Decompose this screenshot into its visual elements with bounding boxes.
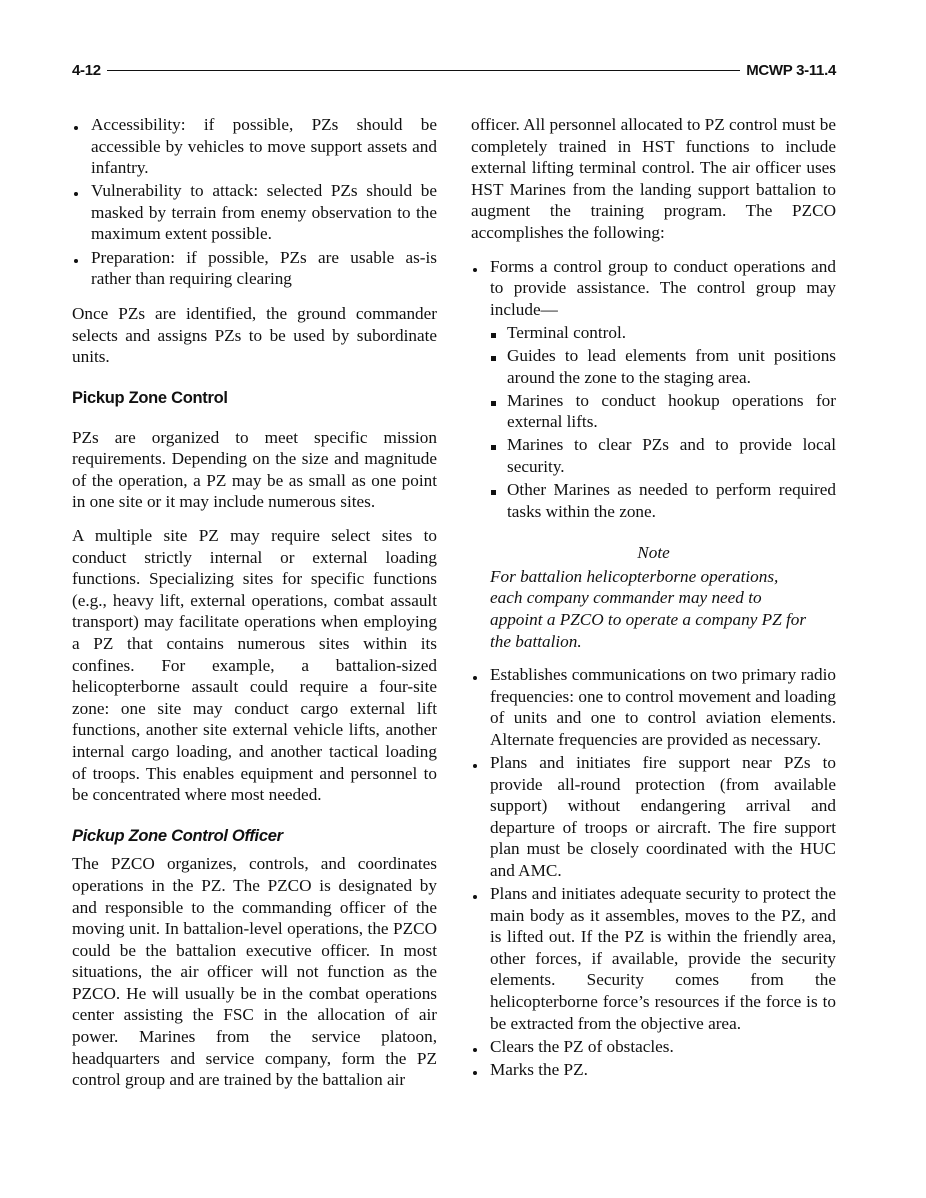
list-item: Plans and initiates adequate security to protect the main body as it assembles, moves to the PZ, and is lifted out. If the PZ is within the friendly area, other forces, if available, provide the security elements. Security comes from the helicopterborne force’s resources if the force is to be extracted from the objective area. — [471, 883, 836, 1034]
list-item: Accessibility: if possible, PZs should be accessible by vehicles to move support assets and infantry. — [72, 114, 437, 179]
list-item: Marks the PZ. — [471, 1059, 836, 1081]
note-title: Note — [637, 543, 670, 563]
paragraph: Once PZs are identified, the ground commander selects and assigns PZs to be used by subordinate units. — [72, 304, 437, 367]
left-column — [72, 114, 437, 1103]
paragraph: PZs are organized to meet specific mission requirements. Depending on the size and magnitude of the operation, a PZ may be as small as one point in one site or it may include numerous sites. — [72, 427, 437, 512]
page-number: 4-12 — [72, 61, 101, 79]
publication-id: MCWP 3-11.4 — [746, 61, 836, 79]
sub-list-item: Guides to lead elements from unit positions around the zone to the staging area. — [471, 345, 836, 388]
list-item: Clears the PZ of obstacles. — [471, 1036, 836, 1058]
section-heading: Pickup Zone Control — [72, 389, 228, 408]
list-item: Plans and initiates fire support near PZs to provide all-round protection (from available support) without endangering arrival and departure of troops or aircraft. The fire support plan must be closely coordinated with the HUC and AMC. — [471, 752, 836, 882]
paragraph: A multiple site PZ may require select sites to conduct strictly internal or external loading functions. Specializing sites for specific functions (e.g., heavy lift, external operations, combat assault transport) may facilitate operations when employing a PZ that contains numerous sites within its confines. For example, a battalion-sized helicopterborne assault could require a four-site zone: one site may conduct cargo external lift functions, another site external vehicle lifts, another internal cargo loading, and another tactical loading of troops. This enables equipment and personnel to be concentrated where most needed. — [72, 526, 437, 805]
note-box — [471, 542, 836, 652]
list-item: Preparation: if possible, PZs are usable as-is rather than requiring clearing — [72, 247, 437, 290]
list-item: Establishes communications on two primary radio frequencies: one to control movement and loading of units and one to control aviation elements. Alternate frequencies are provided as necessary. — [471, 664, 836, 750]
pzco-duties-list — [471, 256, 836, 523]
paragraph: officer. All personnel allocated to PZ control must be completely trained in HST functions to include external lifting terminal control. The air officer uses HST Marines from the landing support battalion to augment the training program. The PZCO accomplishes the following: — [471, 115, 836, 242]
paragraph: The PZCO organizes, controls, and coordinates operations in the PZ. The PZCO is designated by and responsible to the commanding officer of the moving unit. In battalion-level operations, the PZCO could be the battalion executive officer. In most situations, the air officer will not function as the PZCO. He will usually be in the combat operations center assisting the FSC in the allocation of air power. Marines from the service platoon, headquarters and service company, form the PZ control group and are trained by the battalion air — [72, 854, 437, 1090]
sub-list-item: Terminal control. — [471, 322, 836, 344]
header-rule — [107, 70, 740, 71]
pzco-duties-list-continued — [471, 664, 836, 1080]
sub-list-item: Other Marines as needed to perform required tasks within the zone. — [471, 479, 836, 522]
page-header — [72, 60, 836, 80]
list-item — [471, 256, 836, 321]
pz-criteria-list — [72, 114, 437, 290]
list-item-text: Forms a control group to conduct operations and to provide assistance. The control group may include— — [490, 256, 836, 319]
sub-list-item: Marines to clear PZs and to provide local security. — [471, 434, 836, 477]
right-column — [471, 114, 836, 1082]
note-text: For battalion helicopterborne operations, each company commander may need to appoint a PZCO to operate a company PZ for the battalion. — [490, 566, 807, 651]
list-item: Vulnerability to attack: selected PZs should be masked by terrain from enemy observation to the maximum extent possible. — [72, 180, 437, 245]
sub-list-item: Marines to conduct hookup operations for external lifts. — [471, 390, 836, 433]
subsection-heading: Pickup Zone Control Officer — [72, 826, 283, 845]
